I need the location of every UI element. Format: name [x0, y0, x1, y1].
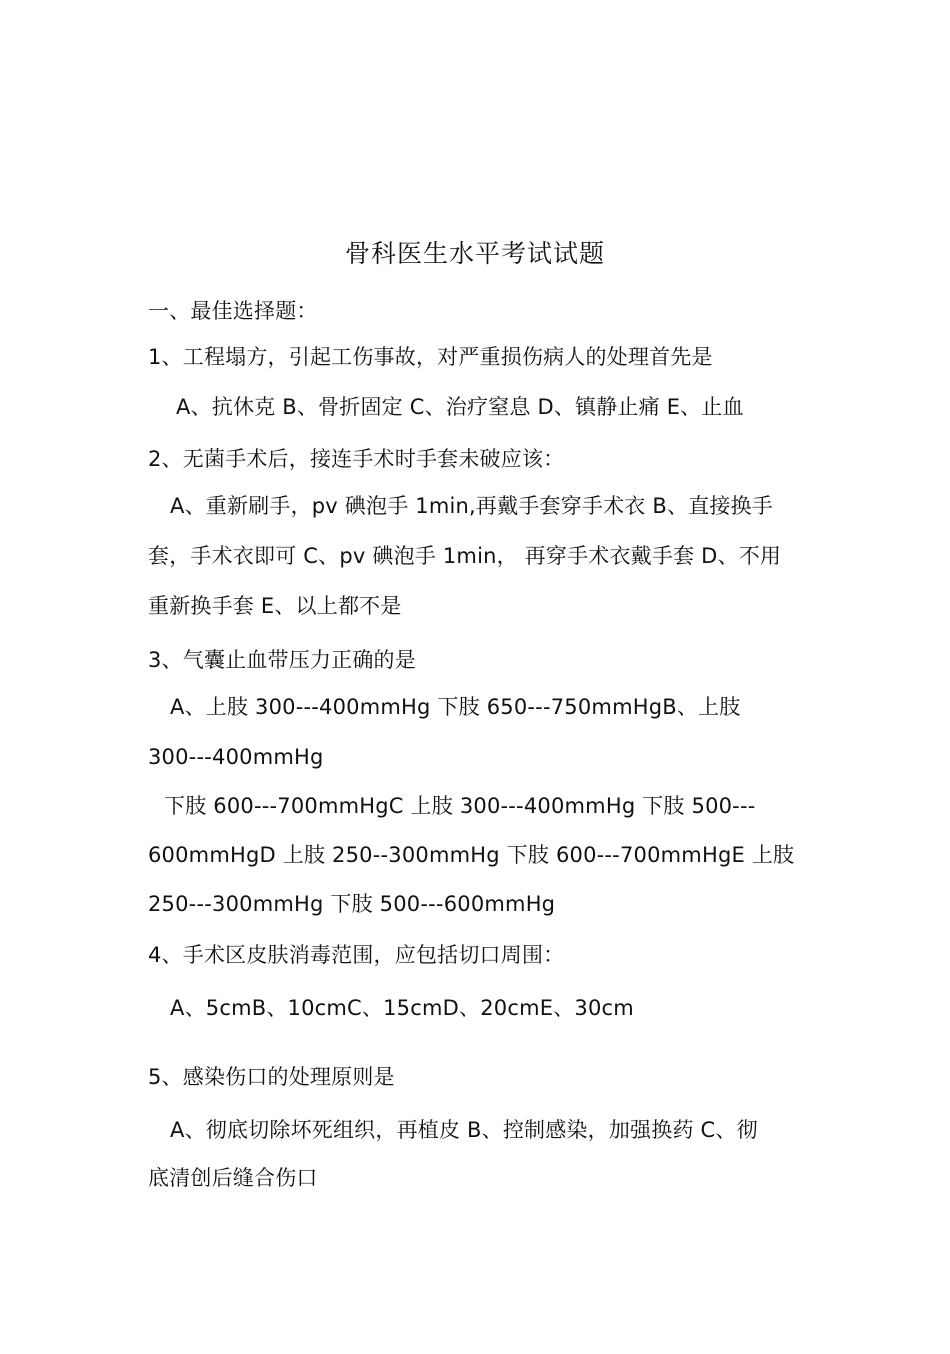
document-title: 骨科医生水平考试试题 — [344, 239, 605, 268]
section-heading: 一、最佳选择题： — [148, 299, 318, 323]
question-1: 1、工程塌方，引起工伤事故，对严重损伤病人的处理首先是 — [148, 345, 713, 369]
question-4: 4、手术区皮肤消毒范围，应包括切口周围： — [148, 943, 565, 967]
question-3-options-line-5: 250---300mmHg 下肢 500---600mmHg — [148, 892, 556, 916]
question-5-options-line-2: 底清创后缝合伤口 — [148, 1166, 318, 1190]
question-2-options-line-2: 套，手术衣即可 C、pv 碘泡手 1min， 再穿手术衣戴手套 D、不用 — [148, 544, 782, 568]
question-2-options-line-3: 重新换手套 E、以上都不是 — [148, 594, 402, 618]
question-4-options: A、5cmB、10cmC、15cmD、20cmE、30cm — [170, 996, 634, 1020]
question-3-options-line-3: 下肢 600---700mmHgC 上肢 300---400mmHg 下肢 500--- — [164, 794, 756, 818]
question-1-options: A、抗休克 B、骨折固定 C、治疗窒息 D、镇静止痛 E、止血 — [176, 395, 744, 419]
question-3-options-line-2: 300---400mmHg — [148, 745, 324, 769]
question-5: 5、感染伤口的处理原则是 — [148, 1065, 395, 1089]
question-5-options-line-1: A、彻底切除坏死组织，再植皮 B、控制感染，加强换药 C、彻 — [170, 1118, 758, 1142]
question-3: 3、气囊止血带压力正确的是 — [148, 648, 416, 672]
question-3-options-line-1: A、上肢 300---400mmHg 下肢 650---750mmHgB、上肢 — [170, 695, 741, 719]
question-3-options-line-4: 600mmHgD 上肢 250--300mmHg 下肢 600---700mmHgE 上肢 — [148, 843, 795, 867]
question-2-options-line-1: A、重新刷手，pv 碘泡手 1min,再戴手套穿手术衣 B、直接换手 — [170, 494, 773, 518]
question-2: 2、无菌手术后，接连手术时手套未破应该： — [148, 447, 565, 471]
